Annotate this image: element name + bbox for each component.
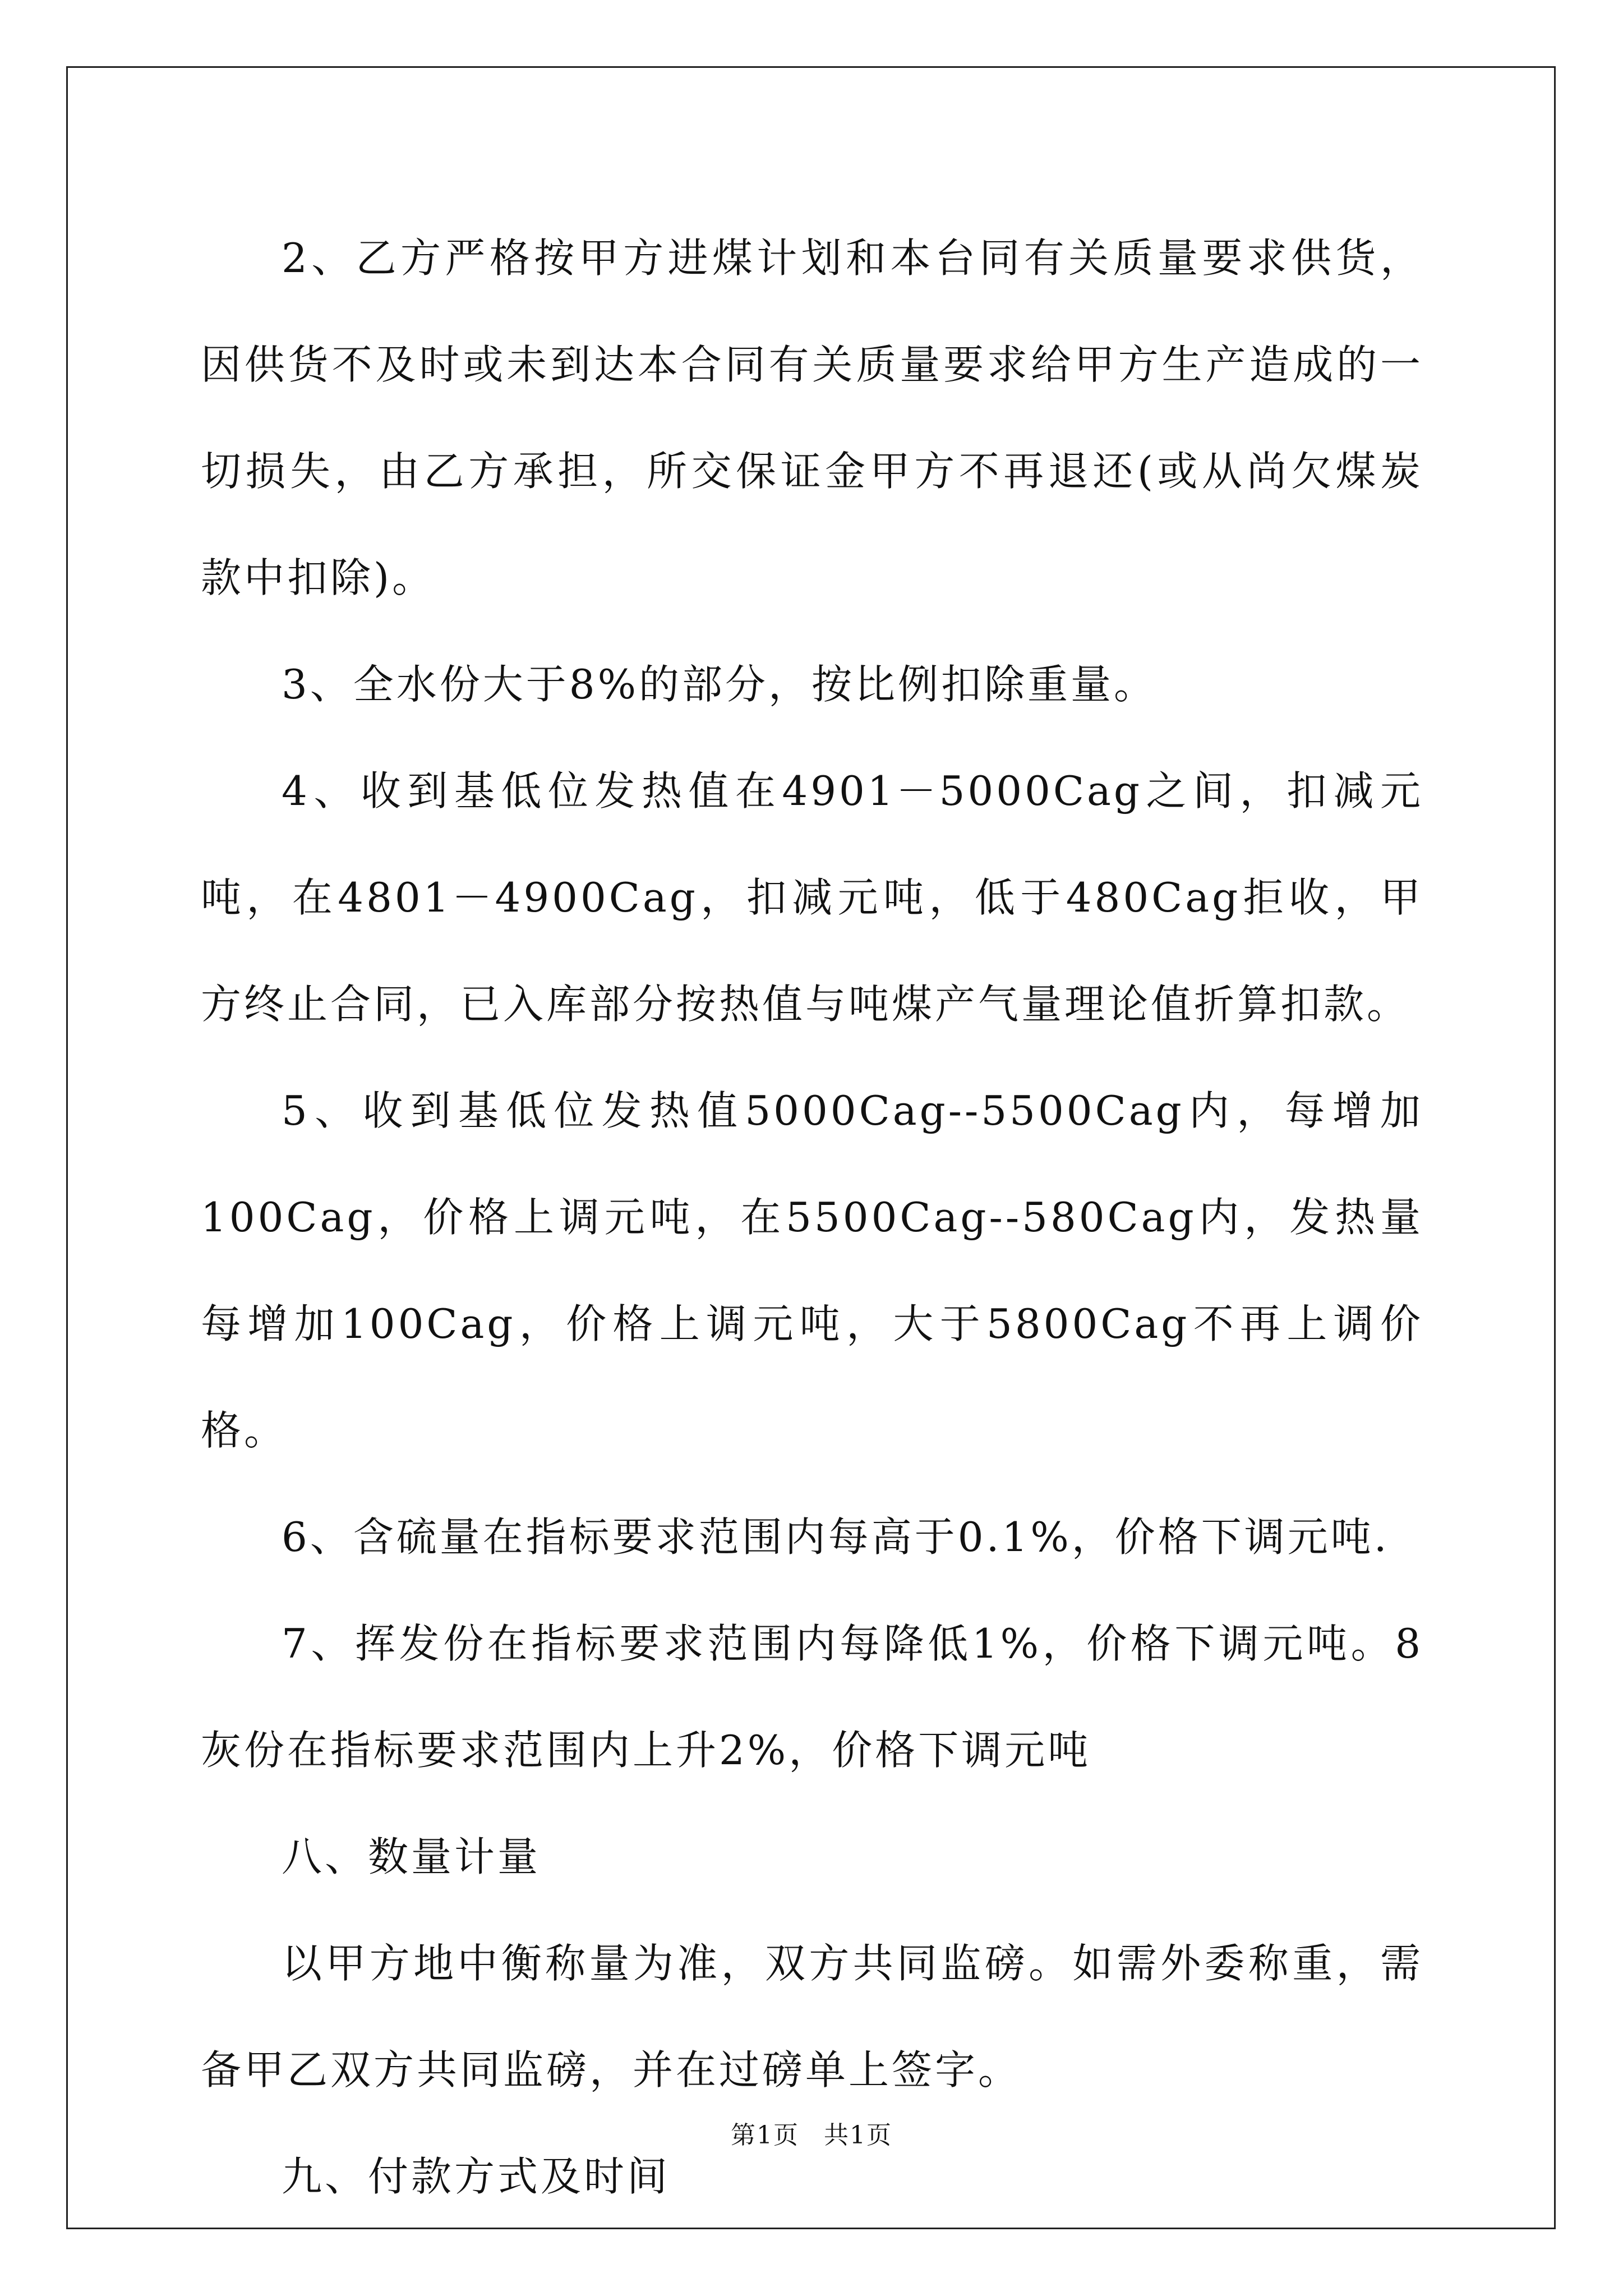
paragraph-clause-6: 6、含硫量在指标要求范围内每高于0.1%，价格下调元吨.: [282, 1513, 1390, 1561]
document-body: [201, 205, 1423, 2230]
section-heading-payment: 九、付款方式及时间: [282, 2153, 671, 2200]
paragraph-clause-7: 7、挥发份在指标要求范围内每降低1%，价格下调元吨。8灰份在指标要求范围内上升2%，价格下调元吨: [201, 1620, 1423, 1774]
paragraph-clause-5: 5、收到基低位发热值5000Cag--5500Cag内，每增加100Cag，价格上调元吨，在5500Cag--580Cag内，发热量每增加100Cag，价格上调元吨，大于5800Cag不再上调价格。: [201, 1087, 1423, 1454]
page-total: 共1页: [824, 2121, 892, 2150]
page-number: 第1页: [731, 2121, 799, 2150]
section-heading-quantity: 八、数量计量: [282, 1833, 541, 1880]
paragraph-clause-4: 4、收到基低位发热值在4901－5000Cag之间，扣减元吨，在4801－4900Cag，扣减元吨，低于480Cag拒收，甲方终止合同，已入库部分按热值与吨煤产气量理论值折算扣款。: [201, 767, 1423, 1028]
paragraph-clause-2: 2、乙方严格按甲方进煤计划和本台同有关质量要求供货，因供货不及时或未到达本合同有关质量要求给甲方生产造成的一切损失，由乙方承担，所交保证金甲方不再退还(或从尚欠煤炭款中扣除)。: [201, 234, 1423, 601]
paragraph-clause-3: 3、全水份大于8%的部分，按比例扣除重量。: [282, 661, 1158, 708]
paragraph-quantity-measurement: 以甲方地中衡称量为准，双方共同监磅。如需外委称重，需备甲乙双方共同监磅，并在过磅单上签字。: [201, 1940, 1423, 2093]
page-footer: [0, 2115, 1623, 2151]
